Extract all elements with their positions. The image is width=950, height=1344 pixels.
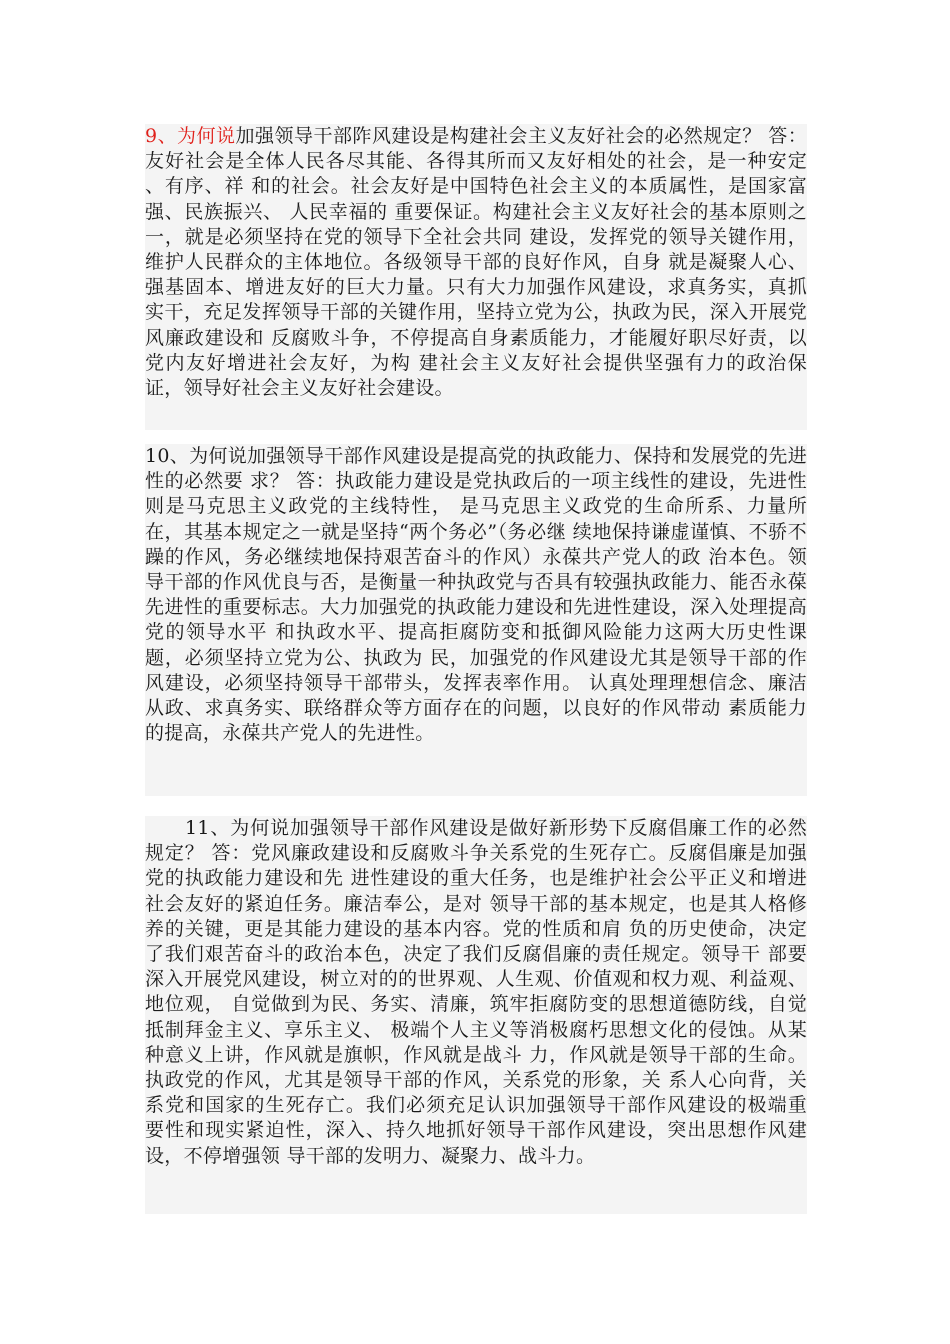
paragraph-question-11 — [145, 816, 807, 1214]
paragraph-question-10 — [145, 444, 807, 796]
paragraph-question-9 — [145, 124, 807, 430]
question-9-lead: 9、为何说 — [145, 125, 236, 147]
question-11-text: 11、为何说加强领导干部作风建设是做好新形势下反腐倡廉工作的必然规定？ 答：党风廉政建设和反腐败斗争关系党的生死存亡。反腐倡廉是加强党的执政能力建设和先 进性建设的重大任务，也是维护社会公平正义和增进社会友好的紧迫任务。廉洁奉公，是对 领导干部的基本规定，也是其人格修养的关键，更是其能力建设的基本内容。党的性质和肩 负的历史使命，决定了我们艰苦奋斗的政治本色，决定了我们反腐倡廉的责任规定。领导干 部要深入开展党风建设，树立对的的世界观、人生观、价值观和权力观、利益观、地位观， 自觉做到为民、务实、清廉，筑牢拒腐防变的思想道德防线，自觉抵制拜金主义、享乐主义、 极端个人主义等消极腐朽思想文化的侵蚀。从某种意义上讲，作风就是旗帜，作风就是战斗 力，作风就是领导干部的生命。执政党的作风，尤其是领导干部的作风，关系党的形象，关 系人心向背，关系党和国家的生死存亡。我们必须充足认识加强领导干部作风建设的极端重 要性和现实紧迫性，深入、持久地抓好领导干部作风建设，突出思想作风建设，不停增强领 导干部的发明力、凝聚力、战斗力。 — [145, 817, 807, 1167]
question-9-text: 加强领导干部阼风建设是构建社会主义友好社会的必然规定？ 答：友好社会是全体人民各尽其能、各得其所而又友好相处的社会，是一种安定 、有序、祥 和的社会。社会友好是中国特色社会主义的本质属性，是国家富强、民族振兴、 人民幸福的 重要保证。构建社会主义友好社会的基本原则之一，就是必须坚持在党的领导下全社会共同 建设，发挥党的领导关键作用，维护人民群众的主体地位。各级领导干部的良好作风，自身 就是凝聚人心、强基固本、增进友好的巨大力量。只有大力加强作风建设，求真务实，真抓 实干，充足发挥领导干部的关键作用，坚持立党为公，执政为民，深入开展党风廉政建设和 反腐败斗争，不停提高自身素质能力，才能履好职尽好责，以党内友好增进社会友好，为构 建社会主义友好社会提供坚强有力的政治保证，领导好社会主义友好社会建设。 — [145, 125, 807, 400]
question-10-text: 10、为何说加强领导干部作风建设是提高党的执政能力、保持和发展党的先进性的必然要 求？ 答：执政能力建设是党执政后的一项主线性的建设，先进性则是马克思主义政党的主线特性， 是马克思主义政党的生命所系、力量所在，其基本规定之一就是坚持“两个务必”（务必继 续地保持谦虚谨慎、不骄不躁的作风，务必继续地保持艰苦奋斗的作风）永葆共产党人的政 治本色。领导干部的作风优良与否，是衡量一种执政党与否具有较强执政能力、能否永葆先进性的重要标志。大力加强党的执政能力建设和先进性建设，深入处理提高党的领导水平 和执政水平、提高拒腐防变和抵御风险能力这两大历史性课题，必须坚持立党为公、执政为 民，加强党的作风建设尤其是领导干部的作风建设，必须坚持领导干部带头，发挥表率作用。 认真处理理想信念、廉洁从政、求真务实、联络群众等方面存在的问题，以良好的作风带动 素质能力的提高，永葆共产党人的先进性。 — [145, 445, 807, 745]
